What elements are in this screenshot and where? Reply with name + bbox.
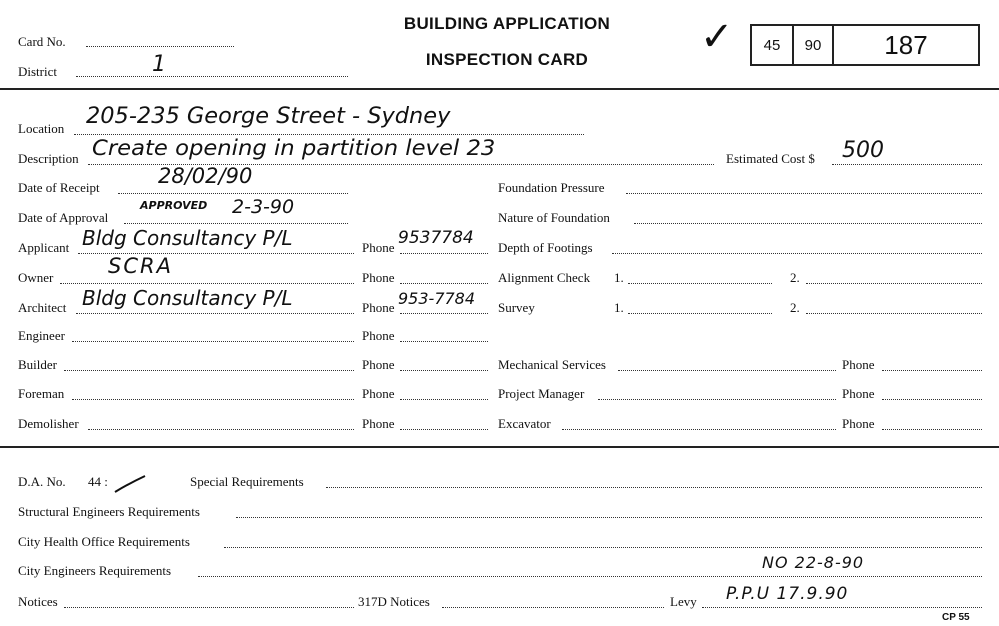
card-no-label: Card No. — [18, 34, 66, 49]
district-value: 1 — [152, 52, 166, 77]
engineer-label: Engineer — [18, 328, 65, 343]
location-label: Location — [18, 121, 65, 136]
survey-num-1: 1. — [614, 300, 624, 315]
district-label: District — [18, 64, 57, 79]
demolisher-phone-line — [400, 429, 488, 430]
header-divider — [0, 88, 999, 90]
code-box-2 — [792, 24, 834, 66]
excavator-label: Excavator — [498, 416, 551, 431]
levy-label: Levy — [670, 594, 697, 609]
applicant-label: Applicant — [18, 240, 70, 255]
da-check-stroke — [112, 474, 148, 496]
notices-317d-line — [442, 607, 664, 608]
mechanical-services-phone-label: Phone — [842, 357, 875, 372]
structural-engineers-label: Structural Engineers Requirements — [18, 504, 200, 519]
code-box-1 — [750, 24, 794, 66]
owner-phone-line — [400, 283, 488, 284]
owner-phone-label: Phone — [362, 270, 395, 285]
survey-line-2 — [806, 313, 982, 314]
demolisher-label: Demolisher — [18, 416, 79, 431]
location-value: 205-235 George Street - Sydney — [86, 104, 451, 129]
engineer-phone-label: Phone — [362, 328, 395, 343]
builder-label: Builder — [18, 357, 57, 372]
owner-label: Owner — [18, 270, 54, 285]
form-title: BUILDING APPLICATION — [403, 14, 611, 33]
foreman-label: Foreman — [18, 386, 65, 401]
applicant-phone-value: 9537784 — [398, 228, 474, 248]
demolisher-phone-label: Phone — [362, 416, 395, 431]
city-health-line — [224, 547, 982, 548]
mechanical-services-label: Mechanical Services — [498, 357, 606, 372]
check-mark: ✓ — [700, 14, 734, 60]
description-label: Description — [18, 151, 79, 166]
mechanical-services-line — [618, 370, 836, 371]
notices-317d-label: 317D Notices — [358, 594, 430, 609]
excavator-phone-line — [882, 429, 982, 430]
description-value: Create opening in partition level 23 — [92, 136, 496, 160]
excavator-phone-label: Phone — [842, 416, 875, 431]
district-line — [76, 76, 348, 77]
form-subtitle: INSPECTION CARD — [425, 50, 589, 69]
special-requirements-line — [326, 487, 982, 488]
city-engineers-label: City Engineers Requirements — [18, 563, 172, 578]
code-box-1-value: 45 — [763, 36, 781, 54]
applicant-value: Bldg Consultancy P/L — [82, 226, 293, 250]
survey-label: Survey — [498, 300, 535, 315]
engineer-line — [72, 341, 354, 342]
da-no-value: 44 : — [88, 474, 108, 489]
location-line — [74, 134, 584, 135]
structural-engineers-line — [236, 517, 982, 518]
architect-value: Bldg Consultancy P/L — [82, 286, 293, 310]
date-of-receipt-line — [118, 193, 348, 194]
code-box-2-value: 90 — [804, 36, 822, 54]
foreman-phone-label: Phone — [362, 386, 395, 401]
depth-of-footings-label: Depth of Footings — [498, 240, 593, 255]
nature-of-foundation-line — [634, 223, 982, 224]
foreman-line — [72, 399, 354, 400]
form-code: CP 55 — [942, 612, 970, 623]
survey-num-2: 2. — [790, 300, 800, 315]
project-manager-line — [598, 399, 836, 400]
demolisher-line — [88, 429, 354, 430]
depth-of-footings-line — [612, 253, 982, 254]
date-of-approval-label: Date of Approval — [18, 210, 109, 225]
project-manager-phone-label: Phone — [842, 386, 875, 401]
foundation-pressure-label: Foundation Pressure — [498, 180, 605, 195]
architect-phone-label: Phone — [362, 300, 395, 315]
card-no-line — [86, 46, 234, 47]
estimated-cost-label: Estimated Cost $ — [726, 151, 815, 166]
da-no-label: D.A. No. — [18, 474, 66, 489]
levy-line — [702, 607, 982, 608]
builder-line — [64, 370, 354, 371]
code-box-3-value: 187 — [884, 29, 928, 60]
code-box-3 — [832, 24, 980, 66]
foundation-pressure-line — [626, 193, 982, 194]
mechanical-services-phone-line — [882, 370, 982, 371]
city-health-label: City Health Office Requirements — [18, 534, 190, 549]
special-requirements-label: Special Requirements — [190, 474, 304, 489]
date-of-receipt-value: 28/02/90 — [158, 164, 253, 188]
owner-value: SCRA — [108, 254, 173, 278]
architect-line — [76, 313, 354, 314]
estimated-cost-value: 500 — [842, 138, 884, 163]
section-divider — [0, 446, 999, 448]
owner-line — [60, 283, 354, 284]
survey-line-1 — [628, 313, 772, 314]
applicant-phone-label: Phone — [362, 240, 395, 255]
alignment-check-line-2 — [806, 283, 982, 284]
applicant-phone-line — [400, 253, 488, 254]
engineer-phone-line — [400, 341, 488, 342]
date-of-approval-value: 2-3-90 — [232, 196, 295, 218]
alignment-check-num-2: 2. — [790, 270, 800, 285]
city-engineers-line — [198, 576, 982, 577]
city-engineers-value: NO 22-8-90 — [762, 553, 865, 572]
project-manager-phone-line — [882, 399, 982, 400]
project-manager-label: Project Manager — [498, 386, 585, 401]
architect-phone-line — [400, 313, 488, 314]
excavator-line — [562, 429, 836, 430]
notices-line — [64, 607, 354, 608]
nature-of-foundation-label: Nature of Foundation — [498, 210, 610, 225]
alignment-check-line-1 — [628, 283, 772, 284]
alignment-check-label: Alignment Check — [498, 270, 591, 285]
architect-phone-value: 953-7784 — [398, 289, 476, 308]
alignment-check-num-1: 1. — [614, 270, 624, 285]
date-of-receipt-label: Date of Receipt — [18, 180, 100, 195]
foreman-phone-line — [400, 399, 488, 400]
builder-phone-line — [400, 370, 488, 371]
date-of-approval-line — [124, 223, 348, 224]
levy-value: P.P.U 17.9.90 — [726, 584, 849, 604]
builder-phone-label: Phone — [362, 357, 395, 372]
estimated-cost-line — [832, 164, 982, 165]
approved-stamp: APPROVED — [140, 199, 208, 212]
architect-label: Architect — [18, 300, 67, 315]
notices-label: Notices — [18, 594, 58, 609]
